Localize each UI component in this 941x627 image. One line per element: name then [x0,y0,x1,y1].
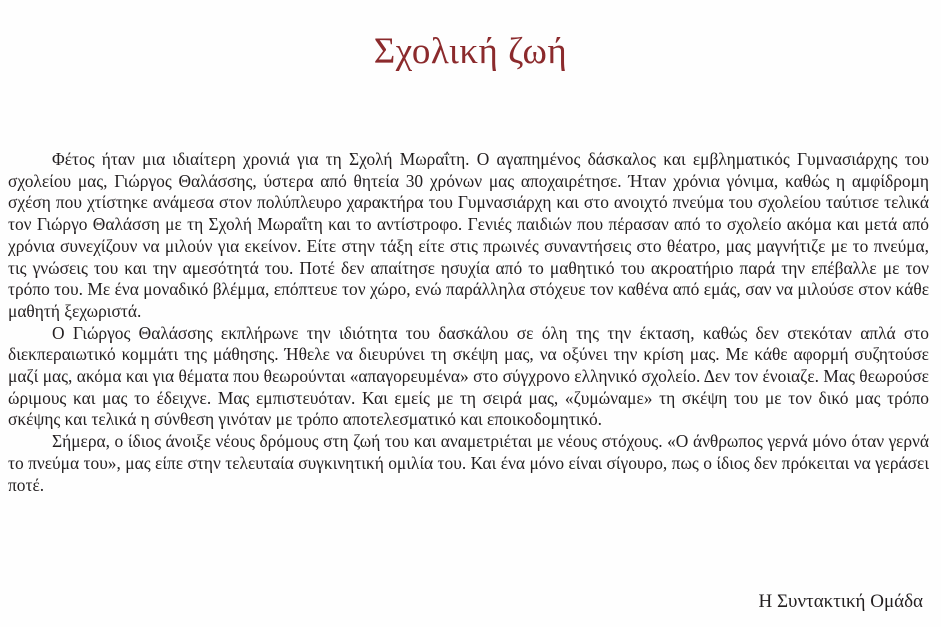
signature: Η Συντακτική Ομάδα [758,591,923,612]
paragraph-1: Φέτος ήταν μια ιδιαίτερη χρονιά για τη Σχολή Μωραΐτη. Ο αγαπημένος δάσκαλος και εμβληματικός Γυμνασιάρχης του σχολείου μας, Γιώργος Θαλάσσης, ύστερα από θητεία 30 χρόνων μας αποχαιρέτησε. Ήταν χρόνια γόνιμα, καθώς η αμφίδρομη σχέση που χτίστηκε ανάμεσα στον πολύπλευρο χαρακτήρα του Γυμνασιάρχη και στο ανοιχτό πνεύμα του σχολείου ταύτισε τελικά τον Γιώργο Θαλάσση με τη Σχολή Μωραΐτη και το αντίστροφο. Γενιές παιδιών που πέρασαν από το σχολείο ακόμα και μετά από χρόνια συνεχίζουν να μιλούν για εκείνον. Είτε στην τάξη είτε στις πρωινές συναντήσεις στο θέατρο, μας μαγνήτιζε με το πνεύμα, τις γνώσεις του και την αμεσότητά του. Ποτέ δεν απαίτησε ησυχία από το μαθητικό του ακροατήριο παρά την επέβαλλε με τον τρόπο του. Με ένα μοναδικό βλέμμα, επόπτευε τον χώρο, ενώ παράλληλα στόχευε τον καθένα από εμάς, σαν να μιλούσε στον κάθε μαθητή ξεχωριστά. [8,149,929,321]
paragraph-2: Ο Γιώργος Θαλάσσης εκπλήρωνε την ιδιότητα του δασκάλου σε όλη της την έκταση, καθώς δεν στεκόταν απλά στο διεκπεραιωτικό κομμάτι της μάθησης. Ήθελε να διευρύνει τη σκέψη μας, να οξύνει την κρίση μας. Με κάθε αφορμή συζητούσε μαζί μας, ακόμα και για θέματα που θεωρούνται «απαγορευμένα» στο σύγχρονο ελληνικό σχολείο. Δεν τον ένοιαζε. Μας θεωρούσε ώριμους και μας το έδειχνε. Μας εμπιστευόταν. Και εμείς με τη σειρά μας, «ζυμώναμε» τη σκέψη του με τον δικό μας τρόπο σκέψης και τελικά η σύνθεση γινόταν με τρόπο αποτελεσματικό και εποικοδομητικό. [8,322,929,430]
article-body [8,149,929,496]
page-title: Σχολική ζωή [373,31,568,72]
paragraph-3: Σήμερα, ο ίδιος άνοιξε νέους δρόμους στη ζωή του και αναμετριέται με νέους στόχους. «Ο άνθρωπος γερνά μόνο όταν γερνά το πνεύμα του», μας είπε στην τελευταία συγκινητική ομιλία του. Και ένα μόνο είναι σίγουρο, πως ο ίδιος δεν πρόκειται να γεράσει ποτέ. [8,431,929,495]
